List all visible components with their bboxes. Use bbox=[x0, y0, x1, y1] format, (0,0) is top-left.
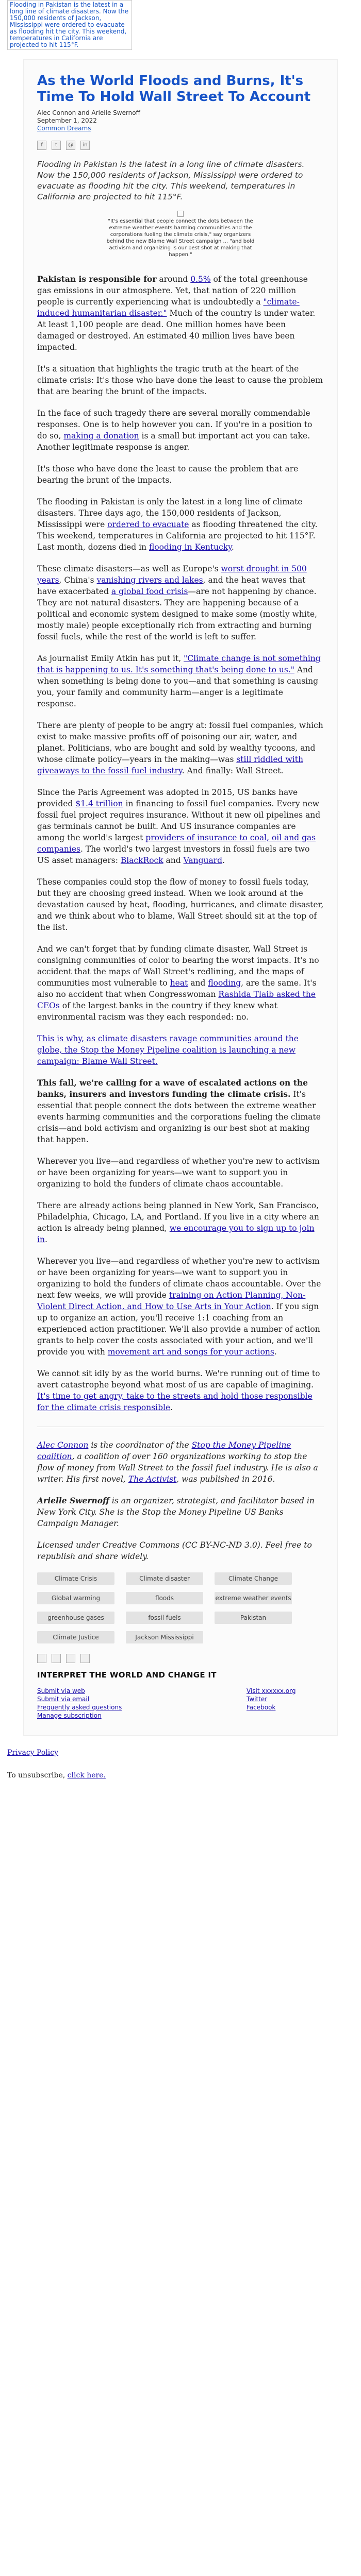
inline-link[interactable]: "climate-induced humanitarian disaster." bbox=[37, 297, 300, 318]
footer-links bbox=[37, 1687, 324, 1720]
article-paragraph: As journalist Emily Atkin has put it, "Climate change is not something that is happening to us. It's something that's being done to us." And when something is being done to you—and that something is causing you, your family and community harm—anger is a legitimate response. bbox=[37, 654, 321, 708]
inline-link[interactable]: This is why, as climate disasters ravage communities around the globe, the Stop the Money Pipeline coalition is launching a new campaign: Blame Wall Street. bbox=[37, 1034, 299, 1066]
author-bio-swernoff: Arielle Swernoff is an organizer, strategist, and facilitator based in New York City. She is the Stop the Money Pipeline US Banks Campaign Manager. bbox=[37, 1496, 315, 1528]
article-paragraph: The flooding in Pakistan is only the latest in a long line of climate disasters. Three days ago, the 150,000 residents of Jackson, Mississippi were ordered to evacuate as flooding threatened the city. This weekend, temperatures in California are projected to hit 115°F. Last month, dozens died in flooding in Kentucky. bbox=[37, 497, 318, 552]
article-title[interactable]: As the World Floods and Burns, It's Time To Hold Wall Street To Account bbox=[37, 73, 311, 105]
linkedin-icon[interactable] bbox=[80, 1654, 90, 1663]
inline-link[interactable]: BlackRock bbox=[120, 856, 163, 865]
inline-link[interactable]: flooding in Kentucky bbox=[149, 543, 232, 552]
interpret-heading: INTERPRET THE WORLD AND CHANGE IT bbox=[37, 1670, 217, 1680]
inline-link[interactable]: The Activist bbox=[128, 1475, 177, 1484]
footer-link[interactable]: Twitter bbox=[247, 1696, 268, 1703]
article-paragraph: We cannot sit idly by as the world burns. We're running out of time to avert catastrophe beyond what most of us are capable of imagining. It's time to get angry, take to the streets and hold those responsible for the climate crisis responsible. bbox=[37, 1369, 320, 1412]
twitter-icon[interactable]: t bbox=[52, 141, 61, 150]
byline bbox=[37, 109, 324, 132]
inline-link[interactable]: training on Action Planning, Non-Violent Direct Action, and How to Use Arts in Your Action bbox=[37, 1291, 306, 1311]
article-paragraph: Wherever you live—and regardless of whether you're new to activism or have been organizing for years—we want to support you in organizing to hold the funders of climate chaos accountable. bbox=[37, 1157, 320, 1189]
twitter-icon[interactable] bbox=[52, 1654, 61, 1663]
inline-link[interactable]: Rashida Tlaib asked the CEOs bbox=[37, 990, 316, 1010]
footer-share-icons bbox=[37, 1654, 324, 1663]
inline-link[interactable]: worst drought in 500 years bbox=[37, 564, 307, 585]
unsubscribe-link[interactable]: click here. bbox=[67, 1771, 106, 1780]
article-paragraph: Since the Paris Agreement was adopted in 2015, US banks have provided $1.4 trillion in financing to fossil fuel companies. Every new fossil fuel project requires insurance. Without it new oil pipelines and gas terminals cannot be built. And US insurance companies are among the world's largest providers of insurance to coal, oil and gas companies. The world's two largest investors in fossil fuels are two US asset managers: BlackRock and Vanguard. bbox=[37, 788, 321, 865]
inline-link[interactable]: vanishing rivers and lakes bbox=[96, 575, 203, 585]
facebook-icon[interactable]: f bbox=[37, 141, 46, 150]
privacy-policy-link[interactable]: Privacy Policy bbox=[7, 1749, 59, 1757]
article-body bbox=[37, 274, 324, 1427]
share-icons bbox=[37, 141, 324, 150]
inline-link[interactable]: making a donation bbox=[63, 431, 139, 440]
article-paragraph: It's those who have done the least to cause the problem that are bearing the brunt of the impacts. bbox=[37, 464, 299, 485]
tag-chip[interactable]: Jackson Mississippi bbox=[126, 1631, 203, 1643]
tag-list bbox=[37, 1572, 324, 1643]
inline-link[interactable]: flooding bbox=[208, 978, 241, 988]
article-paragraph: This fall, we're calling for a wave of escalated actions on the banks, insurers and investors funding the climate crisis. It's essential that people connect the dots between the extreme weather events harming communities and the corporations fueling the climate crisis—and bold activism and organizing is our best shot at making that happen. bbox=[37, 1078, 321, 1144]
authors: Alec Connon and Arielle Swernoff bbox=[37, 109, 140, 116]
bottom-footer bbox=[7, 1747, 361, 1781]
inline-link[interactable]: Alec Connon bbox=[37, 1440, 89, 1450]
article-paragraph: There are already actions being planned in New York, San Francisco, Philadelphia, Chicago, LA, and Portland. If you live in a city where an action is already being planned, we encourage you to sign up to join in. bbox=[37, 1201, 319, 1244]
footer-link[interactable]: Facebook bbox=[247, 1704, 276, 1711]
tag-chip[interactable]: Climate Justice bbox=[37, 1631, 114, 1643]
footer-link[interactable]: Visit xxxxxx.org bbox=[247, 1687, 296, 1694]
source-link[interactable]: Common Dreams bbox=[37, 125, 91, 132]
article-paragraph: Pakistan is responsible for around 0.5% of the total greenhouse gas emissions in our atmosphere. Yet, that nation of 220 million people is currently experiencing what is undoubtedly a "climate-induced humanitarian disaster." Much of the country is under water. At least 1,100 people are dead. One million homes have been damaged or destroyed. An estimated 40 million lives have been impacted. bbox=[37, 274, 316, 352]
article-paragraph: And we can't forget that by funding climate disaster, Wall Street is consigning communities of color to bearing the worst impacts. It's no accident that the maps of Wall Street's redlining, and the maps of communities most vulnerable to heat and flooding, are the same. It's also no accident that when Congresswoman Rashida Tlaib asked the CEOs of the largest banks in the country if they knew what environmental racism was they each responded: no. bbox=[37, 944, 319, 1022]
email-icon[interactable]: @ bbox=[66, 141, 75, 150]
article-paragraph: These climate disasters—as well as Europe's worst drought in 500 years, China's vanishing rivers and lakes, and the heat waves that have exacerbated a global food crisis—are not happening by chance. They are not natural disasters. They are happening because of a political and economic system designed to make some (mostly white, mostly male) people exceptionally rich from extracting and burning fossil fuels, while the rest of the world is left to suffer. bbox=[37, 564, 318, 641]
inline-link[interactable]: providers of insurance to coal, oil and gas companies bbox=[37, 833, 316, 854]
inline-link[interactable]: we encourage you to sign up to join in bbox=[37, 1224, 315, 1244]
inline-link[interactable]: ordered to evacuate bbox=[107, 520, 189, 529]
top-image-alt: Flooding in Pakistan is the latest in a long line of climate disasters. Now the 150,000 residents of Jackson, Mississippi were ordered to evacuate as flooding hit the city. This weekend, temperatures in California are projected to hit 115°F. bbox=[7, 0, 132, 50]
broken-image-icon bbox=[177, 211, 184, 217]
footer-link[interactable]: Submit via web bbox=[37, 1687, 85, 1694]
email-icon[interactable] bbox=[66, 1654, 75, 1663]
inline-link[interactable]: "Climate change is not something that is happening to us. It's something that's being done to us." bbox=[37, 654, 321, 674]
footer-link[interactable]: Submit via email bbox=[37, 1696, 90, 1703]
article-paragraph: There are plenty of people to be angry at: fossil fuel companies, which exist to make massive profits off of poisoning our air, water, and planet. Politicians, who are bought and sold by wealthy tycoons, and whose climate policy—years in the making—was still riddled with giveaways to the fossil fuel industry. And finally: Wall Street. bbox=[37, 721, 323, 775]
inline-link[interactable]: 0.5% bbox=[190, 275, 211, 284]
article-container bbox=[23, 59, 338, 1736]
inline-link[interactable]: It's time to get angry, take to the streets and hold those responsible for the climate crisis responsible bbox=[37, 1392, 313, 1412]
author-bio-connon: Alec Connon is the coordinator of the Stop the Money Pipeline coalition, a coalition of over 160 organizations working to stop the flow of money from Wall Street to the fossil fuel industry. He is also a writer. His first novel, The Activist, was published in 2016. bbox=[37, 1440, 318, 1484]
tag-chip[interactable]: fossil fuels bbox=[126, 1612, 203, 1624]
inline-link[interactable]: a global food crisis bbox=[111, 587, 188, 596]
inline-link[interactable]: still riddled with giveaways to the fossil fuel industry bbox=[37, 755, 303, 775]
unsubscribe-text: To unsubscribe, bbox=[7, 1771, 65, 1780]
article-paragraph bbox=[37, 1033, 324, 1067]
article-paragraph: In the face of such tragedy there are several morally commendable responses. One is to help however you can. If you're in a position to do so, making a donation is a small but important act you can take. Another legitimate response is anger. bbox=[37, 409, 313, 452]
article-paragraph: These companies could stop the flow of money to fossil fuels today, but they are choosing greed instead. When we look around at the devastation caused by heat, flooding, hurricanes, and climate disaster, and we think about who to blame, Wall Street should sit at the top of the list. bbox=[37, 877, 324, 932]
facebook-icon[interactable] bbox=[37, 1654, 46, 1663]
article-paragraph: Wherever you live—and regardless of whether you're new to activism or have been organizing for years—we want to support you in organizing to hold the funders of climate chaos accountable. Over the next few weeks, we will provide training on Action Planning, Non-Violent Direct Action, and How to Use Arts in Your Action. If you sign up to organize an action, you'll receive 1:1 coaching from an experienced action practitioner. We'll also provide a number of action grants to help cover the costs associated with your action, and we'll provide you with movement art and songs for your actions. bbox=[37, 1257, 321, 1357]
tag-chip[interactable]: extreme weather events bbox=[215, 1592, 292, 1604]
linkedin-icon[interactable]: in bbox=[80, 141, 90, 150]
footer-link[interactable]: Frequently asked questions bbox=[37, 1704, 122, 1711]
bold-text: This fall, we're calling for a wave of escalated actions on the banks, insurers and investors funding the climate crisis. bbox=[37, 1078, 308, 1099]
article-paragraph: It's a situation that highlights the tragic truth at the heart of the climate crisis: It's those who have done the least to cause the problem that are bearing the brunt of the impacts. bbox=[37, 364, 323, 396]
tag-chip[interactable]: greenhouse gases bbox=[37, 1612, 114, 1624]
tag-chip[interactable]: Climate Crisis bbox=[37, 1572, 114, 1585]
inline-link[interactable]: movement art and songs for your actions bbox=[107, 1347, 274, 1357]
bold-text: Arielle Swernoff bbox=[37, 1496, 109, 1505]
license-note: Licensed under Creative Commons (CC BY-NC-ND 3.0). Feel free to republish and share widely. bbox=[37, 1540, 312, 1561]
lede: Flooding in Pakistan is the latest in a long line of climate disasters. Now the 150,000 residents of Jackson, Mississippi were ordered to evacuate as flooding hit the city. This weekend, temperatures in California are projected to hit 115°F. bbox=[37, 160, 305, 201]
tag-chip[interactable]: Pakistan bbox=[215, 1612, 292, 1624]
inline-link[interactable]: Vanguard bbox=[183, 856, 223, 865]
tag-chip[interactable]: Climate Change bbox=[215, 1572, 292, 1585]
footer-links-right bbox=[247, 1687, 324, 1720]
tag-chip[interactable]: floods bbox=[126, 1592, 203, 1604]
footer-link[interactable]: Manage subscription bbox=[37, 1712, 102, 1719]
image-caption bbox=[103, 211, 258, 258]
footer-links-left bbox=[37, 1687, 122, 1720]
tag-chip[interactable]: Climate disaster bbox=[126, 1572, 203, 1585]
tag-chip[interactable]: Global warming bbox=[37, 1592, 114, 1604]
inline-link[interactable]: $1.4 trillion bbox=[75, 799, 123, 808]
inline-link[interactable]: heat bbox=[170, 978, 188, 988]
bold-text: Pakistan is responsible for bbox=[37, 274, 157, 284]
caption-text: "It's essential that people connect the dots between the extreme weather events harming communities and the corporations fueling the climate crisis," say organizers behind the new Blame Wall Street campaign ... "and bold activism and organizing is our best shot at making that happen." bbox=[106, 218, 255, 258]
inline-link[interactable]: Stop the Money Pipeline coalition bbox=[37, 1440, 291, 1461]
date: September 1, 2022 bbox=[37, 117, 97, 124]
